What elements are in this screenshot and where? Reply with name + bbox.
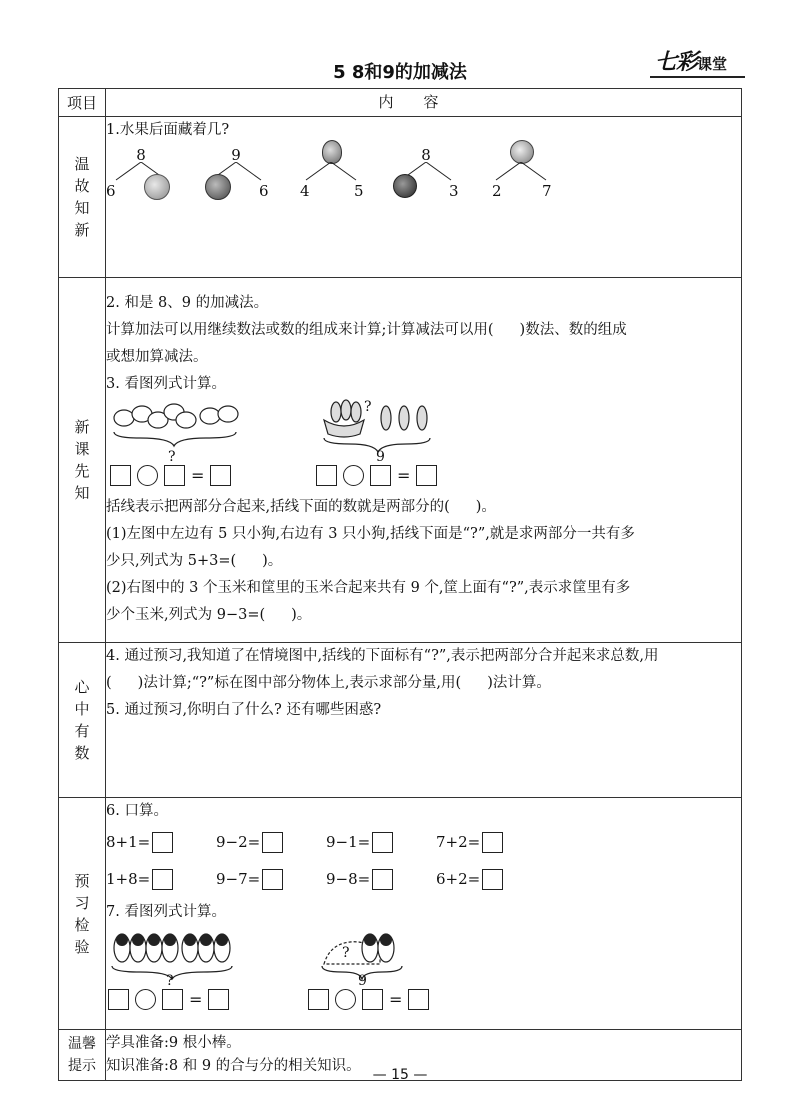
worksheet-table	[58, 88, 742, 1081]
header-content: 内容	[106, 89, 742, 117]
equation-right	[316, 460, 437, 490]
calc-item: 8+1=	[106, 829, 216, 856]
page-title: 5 8和9的加减法	[333, 62, 467, 83]
scene-right-top-label: ?	[342, 945, 350, 961]
equals-sign: =	[397, 465, 411, 485]
operator-circle[interactable]	[135, 989, 156, 1010]
header-item: 项目	[59, 89, 106, 117]
pear-icon	[322, 140, 342, 164]
number-tree	[486, 144, 556, 214]
review-label: 温故知新	[59, 117, 106, 278]
review-row	[59, 117, 742, 278]
tree-left: 4	[300, 182, 310, 200]
scene-right-top-label: ?	[364, 399, 372, 415]
equals-sign: =	[191, 465, 205, 485]
operator-circle[interactable]	[137, 465, 158, 486]
paragraph-1: (1)左图中左边有 5 只小狗,右边有 3 只小狗,括线下面是“?”,就是求两部分一共有多	[106, 526, 635, 542]
mind-content	[106, 643, 742, 798]
tree-top: 9	[231, 146, 241, 164]
number-tree	[391, 144, 461, 214]
equation-rows	[106, 984, 741, 1014]
mind-label: 心中有数	[59, 643, 106, 798]
picture-scenes	[106, 398, 741, 465]
answer-box[interactable]	[152, 869, 173, 890]
check-row	[59, 798, 742, 1030]
answer-box[interactable]	[362, 989, 383, 1010]
answer-box[interactable]	[208, 989, 229, 1010]
explain-text: 括线表示把两部分合起来,括线下面的数就是两部分的( )。	[106, 499, 496, 515]
operator-circle[interactable]	[343, 465, 364, 486]
answer-box[interactable]	[372, 832, 393, 853]
scene-left-label: ?	[166, 973, 174, 989]
calc-item: 7+2=	[436, 829, 546, 856]
paragraph-2: (2)右图中的 3 个玉米和筐里的玉米合起来共有 9 个,筐上面有“?”,表示求筐里有多	[106, 580, 631, 596]
question-2-text: 计算加法可以用继续数法或数的组成来计算;计算减法可以用( )数法、数的组成	[106, 322, 627, 338]
oral-calc-grid	[106, 829, 741, 893]
equals-sign: =	[389, 989, 403, 1009]
new-lesson-content	[106, 278, 742, 643]
calc-item: 9−2=	[216, 829, 326, 856]
scene-right-label: 9	[358, 973, 367, 989]
answer-box[interactable]	[372, 869, 393, 890]
tips-line-2: 知识准备:8 和 9 的合与分的相关知识。	[106, 1058, 361, 1074]
tree-left: 6	[106, 182, 116, 200]
tree-right: 3	[449, 182, 459, 200]
check-content	[106, 798, 742, 1030]
apple-icon	[144, 174, 170, 200]
tree-right: 5	[354, 182, 364, 200]
check-label: 预习检验	[59, 798, 106, 1030]
tips-line-1: 学具准备:9 根小棒。	[106, 1035, 241, 1051]
peach-icon	[510, 140, 534, 164]
equation-left	[110, 460, 231, 490]
answer-box[interactable]	[416, 465, 437, 486]
mind-row	[59, 643, 742, 798]
answer-box[interactable]	[408, 989, 429, 1010]
page-number: — 15 —	[372, 1067, 428, 1083]
number-tree	[296, 144, 366, 214]
question-4-cont: ( )法计算;“?”标在图中部分物体上,表示求部分量,用( )法计算。	[106, 675, 551, 691]
tree-top: 8	[421, 146, 431, 164]
calc-item: 9−1=	[326, 829, 436, 856]
equation-left	[108, 984, 229, 1014]
answer-box[interactable]	[262, 832, 283, 853]
question-1: 1.水果后面藏着几?	[106, 122, 230, 138]
tree-right: 7	[542, 182, 552, 200]
equation-rows	[106, 460, 741, 494]
number-tree	[201, 144, 271, 214]
scene-right-label: 9	[376, 449, 385, 465]
question-6: 6. 口算。	[106, 803, 168, 819]
answer-box[interactable]	[162, 989, 183, 1010]
tree-right: 6	[259, 182, 269, 200]
tips-label: 温馨提示	[59, 1030, 106, 1081]
calc-item: 9−8=	[326, 866, 436, 893]
question-3: 3. 看图列式计算。	[106, 376, 226, 392]
answer-box[interactable]	[316, 465, 337, 486]
tree-top: 8	[136, 146, 146, 164]
answer-box[interactable]	[308, 989, 329, 1010]
answer-box[interactable]	[262, 869, 283, 890]
picture-scenes	[106, 926, 741, 989]
operator-circle[interactable]	[335, 989, 356, 1010]
question-5: 5. 通过预习,你明白了什么? 还有哪些困惑?	[106, 702, 382, 718]
tree-left: 2	[492, 182, 502, 200]
calc-item: 9−7=	[216, 866, 326, 893]
penguins-picture	[110, 926, 240, 982]
new-lesson-row	[59, 278, 742, 643]
question-2: 2. 和是 8、9 的加减法。	[106, 295, 269, 311]
question-2-text-2: 或想加算减法。	[106, 349, 208, 365]
table-header-row	[59, 89, 742, 117]
equation-right	[308, 984, 429, 1014]
answer-box[interactable]	[110, 465, 131, 486]
paragraph-1-cont: 少只,列式为 5+3=( )。	[106, 553, 283, 569]
logo-underline	[650, 76, 745, 78]
equals-sign: =	[189, 989, 203, 1009]
answer-box[interactable]	[210, 465, 231, 486]
brand-logo	[655, 45, 727, 76]
number-trees	[106, 144, 741, 214]
answer-box[interactable]	[370, 465, 391, 486]
paragraph-2-cont: 少个玉米,列式为 9−3=( )。	[106, 607, 312, 623]
question-4: 4. 通过预习,我知道了在情境图中,括线的下面标有“?”,表示把两部分合并起来求总数,用	[106, 648, 659, 664]
number-tree	[106, 144, 176, 214]
logo-text: 课堂	[697, 55, 728, 73]
new-lesson-label: 新课先知	[59, 278, 106, 643]
scene-left-label: ?	[168, 449, 176, 465]
strawberry-icon	[205, 174, 231, 200]
calc-item: 6+2=	[436, 866, 546, 893]
answer-box[interactable]	[164, 465, 185, 486]
answer-box[interactable]	[482, 832, 503, 853]
answer-box[interactable]	[482, 869, 503, 890]
calc-item: 1+8=	[106, 866, 216, 893]
question-7: 7. 看图列式计算。	[106, 904, 226, 920]
logo-script: 七彩	[655, 50, 698, 75]
review-content	[106, 117, 742, 278]
answer-box[interactable]	[152, 832, 173, 853]
apple-icon	[393, 174, 417, 198]
answer-box[interactable]	[108, 989, 129, 1010]
